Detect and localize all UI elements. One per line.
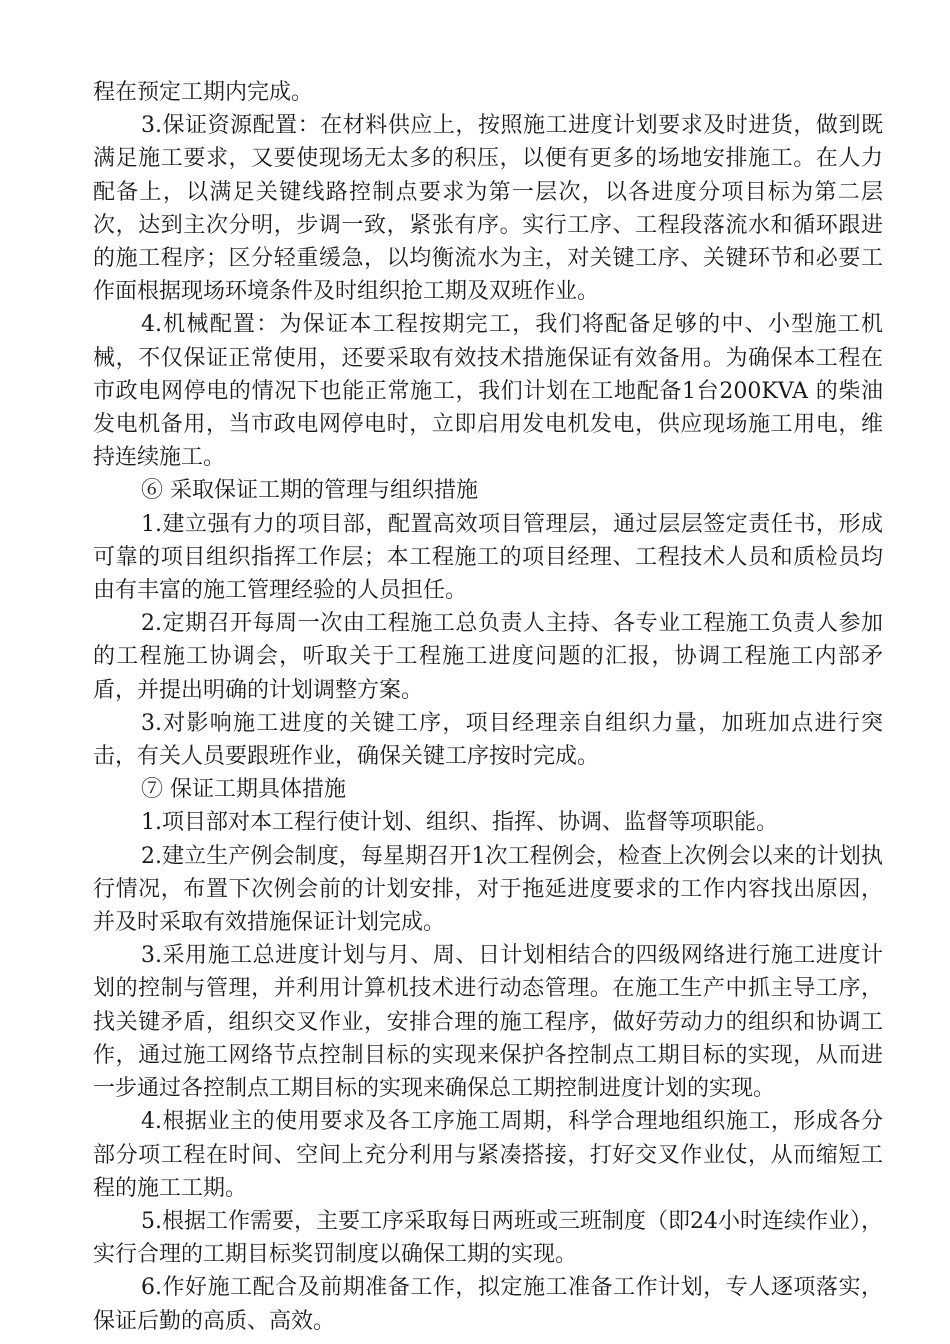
paragraph-owner-requirements: 4.根据业主的使用要求及各工序施工周期，科学合理地组织施工，形成各分部分项工程在时间、空间上充分利用与紧凑搭接，打好交叉作业仗，从而缩短工程的施工工期。 bbox=[93, 1109, 883, 1201]
paragraph-weekly-meeting: 2.定期召开每周一次由工程施工总负责人主持、各专业工程施工负责人参加的工程施工协调会，听取关于工程施工进度问题的汇报，协调工程施工内部矛盾，并提出明确的计划调整方案。 bbox=[93, 611, 883, 703]
section-heading-measures: ⑦ 保证工期具体措施 bbox=[141, 777, 346, 803]
paragraph-shift-system: 5.根据工作需要，主要工序采取每日两班或三班制度（即24小时连续作业），实行合理的工期目标奖罚制度以确保工期的实现。 bbox=[93, 1208, 883, 1268]
paragraph-key-process: 3.对影响施工进度的关键工序，项目经理亲自组织力量，加班加点进行突击，有关人员要跟班作业，确保关键工序按时完成。 bbox=[93, 710, 883, 770]
paragraph-continuation: 程在预定工期内完成。 bbox=[93, 80, 314, 105]
paragraph-production-meeting: 2.建立生产例会制度，每星期召开1次工程例会，检查上次例会以来的计划执行情况，布置下次例会前的计划安排，对于拖延进度要求的工作内容找出原因，并及时采取有效措施保证计划完成。 bbox=[93, 843, 883, 936]
paragraph-preparation: 6.作好施工配合及前期准备工作，拟定施工准备工作计划，专人逐项落实，保证后勤的高质、高效。 bbox=[93, 1275, 883, 1334]
paragraph-resource-allocation: 3.保证资源配置：在材料供应上，按照施工进度计划要求及时进货，做到既满足施工要求，又要使现场无太多的积压，以便有更多的场地安排施工。在人力配备上，以满足关键线路控制点要求为第一层次，以各进度分项目标为第二层次，达到主次分明，步调一致，紧张有序。实行工序、工程段落流水和循环跟进的施工程序；区分轻重缓急，以均衡流水为主，对关键工序、关键环节和必要工作面根据现场环境条件及时组织抢工期及双班作业。 bbox=[93, 113, 883, 305]
document-body bbox=[93, 76, 883, 1338]
paragraph-project-department: 1.建立强有力的项目部，配置高效项目管理层，通过层层签定责任书，形成可靠的项目组织指挥工作层；本工程施工的项目经理、工程技术人员和质检员均由有丰富的施工管理经验的人员担任。 bbox=[93, 511, 883, 604]
paragraph-functions: 1.项目部对本工程行使计划、组织、指挥、协调、监督等项职能。 bbox=[141, 810, 778, 836]
section-heading-management: ⑥ 采取保证工期的管理与组织措施 bbox=[141, 478, 478, 504]
paragraph-machinery: 4.机械配置：为保证本工程按期完工，我们将配备足够的中、小型施工机械，不仅保证正常使用，还要采取有效技术措施保证有效备用。为确保本工程在市政电网停电的情况下也能正常施工，我们计划在工地配备1台200KVA 的柴油发电机备用，当市政电网停电时，立即启用发电机发电，供应现场施工用电，维持连续施工。 bbox=[93, 312, 883, 471]
paragraph-network-plan: 3.采用施工总进度计划与月、周、日计划相结合的四级网络进行施工进度计划的控制与管理，并利用计算机技术进行动态管理。在施工生产中抓主导工序，找关键矛盾，组织交叉作业，安排合理的施工程序，做好劳动力的组织和协调工作，通过施工网络节点控制目标的实现来保护各控制点工期目标的实现，从而进一步通过各控制点工期目标的实现来确保总工期控制进度计划的实现。 bbox=[93, 943, 883, 1102]
